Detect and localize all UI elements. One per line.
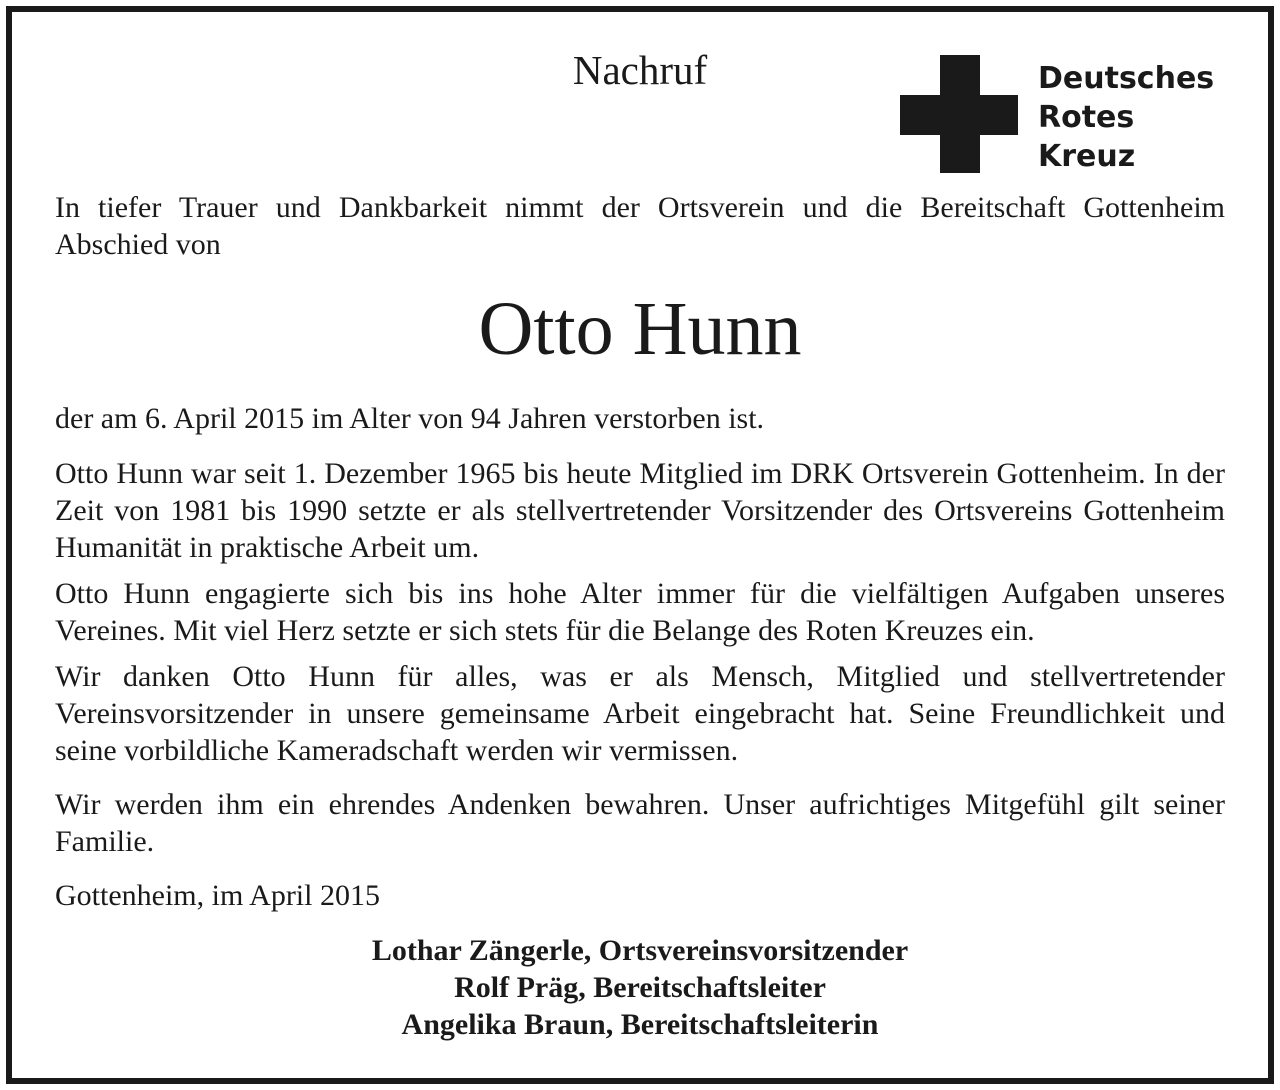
death-notice: der am 6. April 2015 im Alter von 94 Jahren verstorben ist. — [55, 402, 765, 435]
signatures — [0, 932, 1280, 1043]
logo-line-1: Deutsches — [1038, 61, 1215, 96]
paragraph-remembrance: Wir werden ihm ein ehrendes Andenken bewahren. Unser aufrichtiges Mitgefühl gilt seiner Familie. — [55, 788, 1225, 858]
red-cross-icon — [900, 55, 1018, 173]
paragraph-membership: Otto Hunn war seit 1. Dezember 1965 bis heute Mitglied im DRK Ortsverein Gottenheim. In der Zeit von 1981 bis 1990 setzte er als stellvertretender Vorsitzender des Ortsvereins Gottenheim Humanität in praktische Arbeit um. — [55, 457, 1225, 564]
paragraph-engagement: Otto Hunn engagierte sich bis ins hohe Alter immer für die vielfältigen Aufgaben unseres Vereines. Mit viel Herz setzte er sich stets für die Belange des Roten Kreuzes ein. — [55, 577, 1225, 647]
signature-team-leader-female: Angelika Braun, Bereitschaftsleiterin — [401, 1008, 879, 1041]
signature-team-leader: Rolf Präg, Bereitschaftsleiter — [454, 971, 826, 1004]
deceased-name: Otto Hunn — [478, 287, 802, 371]
drk-logo — [900, 55, 1220, 173]
signature-chairman: Lothar Zängerle, Ortsvereinsvorsitzender — [371, 934, 909, 967]
intro-text: In tiefer Trauer und Dankbarkeit nimmt der Ortsverein und die Bereitschaft Gottenheim Abschied von — [55, 191, 1225, 261]
place-date: Gottenheim, im April 2015 — [55, 879, 380, 912]
logo-text — [1038, 59, 1214, 176]
logo-line-3: Kreuz — [1038, 139, 1136, 174]
page-title: Nachruf — [572, 47, 708, 93]
logo-line-2: Rotes — [1038, 100, 1135, 135]
paragraph-thanks: Wir danken Otto Hunn für alles, was er als Mensch, Mitglied und stellvertretender Vereinsvorsitzender in unsere gemeinsame Arbeit eingebracht hat. Seine Freundlichkeit und seine vorbildliche Kameradschaft werden wir vermissen. — [55, 660, 1225, 767]
